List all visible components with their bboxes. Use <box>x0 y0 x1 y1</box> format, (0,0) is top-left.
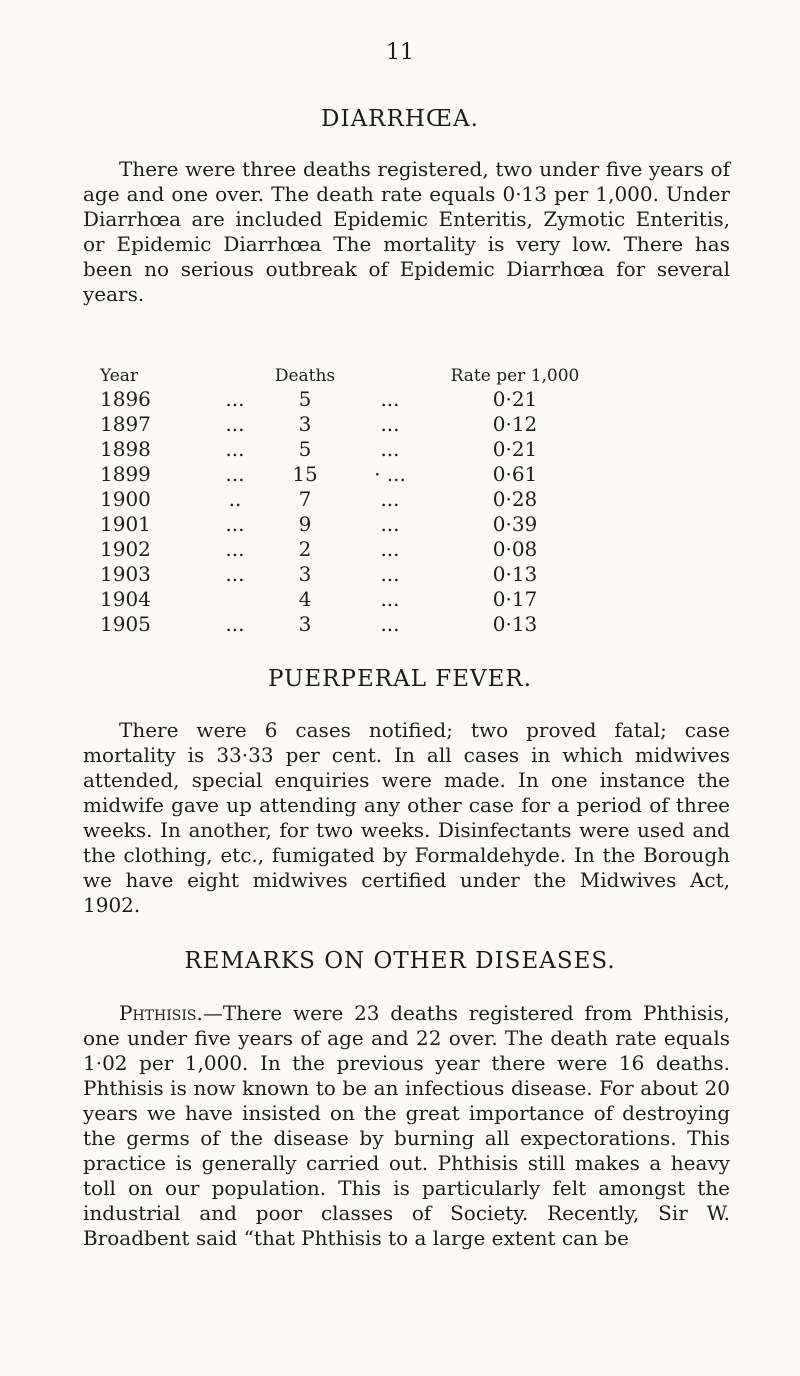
deaths-cell: 15 <box>292 461 318 486</box>
diarrhoea-table <box>100 364 600 636</box>
phthisis-text: —There were 23 deaths registered from Phthisis, one under five years of age and 22 over. The death rate equals 1·02 per 1,000. In the previous year there were 16 deaths. Phthisis is now known to be an infectious disease. For about 20 years we have insisted on the great importance of destroying the germs of the disease by burning all expectorations. This practice is generally carried out. Phthisis still makes a heavy toll on our population. This is particularly felt amongst the industrial and poor classes of Society. Recently, Sir W. Broadbent said “that Phthisis to a large extent can be <box>83 1001 730 1250</box>
table-row <box>100 486 600 511</box>
remarks-heading: REMARKS ON OTHER DISEASES. <box>184 948 616 974</box>
deaths-cell: 7 <box>298 486 312 511</box>
leader-dots: ... <box>380 436 400 461</box>
leader-dots: ... <box>225 561 245 586</box>
deaths-cell: 5 <box>298 386 312 411</box>
leader-dots: ... <box>380 611 400 636</box>
deaths-column-header: Deaths <box>274 366 336 386</box>
year-cell: 1905 <box>100 611 151 636</box>
year-cell: 1896 <box>100 386 151 411</box>
rate-cell: 0·08 <box>492 536 538 561</box>
leader-dots: ... <box>380 586 400 611</box>
puerperal-fever-paragraph: There were 6 cases notified; two proved fatal; case mortality is 33·33 per cent. In all cases in which midwives attended, special enquiries were made. In one instance the midwife gave up attending any other case for a period of three weeks. In another, for two weeks. Disinfectants were used and the clothing, etc., fumigated by Formaldehyde. In the Borough we have eight midwives certified under the Midwives Act, 1902. <box>83 718 730 917</box>
deaths-cell: 5 <box>298 436 312 461</box>
table-row <box>100 386 600 411</box>
deaths-cell: 4 <box>298 586 312 611</box>
leader-dots: ... <box>380 511 400 536</box>
rate-cell: 0·21 <box>492 436 538 461</box>
table-row <box>100 511 600 536</box>
page-number: 11 <box>386 40 414 65</box>
diarrhoea-paragraph: There were three deaths registered, two under five years of age and one over. The death rate equals 0·13 per 1,000. Under Diarrhœa are included Epidemic Enteritis, Zymotic Enteritis, or Epidemic Diarrhœa The mortality is very low. There has been no serious outbreak of Epidemic Diarrhœa for several years. <box>83 157 730 306</box>
leader-dots: ... <box>380 561 400 586</box>
puerperal-fever-heading: PUERPERAL FEVER. <box>267 666 533 692</box>
table-header-row <box>100 364 600 386</box>
year-cell: 1904 <box>100 586 151 611</box>
leader-dots: ... <box>225 411 245 436</box>
leader-dots: · ... <box>374 461 406 486</box>
phthisis-lead: Phthisis. <box>119 1001 203 1025</box>
leader-dots: ... <box>380 411 400 436</box>
table-row <box>100 411 600 436</box>
leader-dots: ... <box>225 386 245 411</box>
year-cell: 1903 <box>100 561 151 586</box>
leader-dots: ... <box>225 461 245 486</box>
rate-cell: 0·13 <box>492 611 538 636</box>
diarrhoea-heading: DIARRHŒA. <box>321 106 479 132</box>
deaths-cell: 9 <box>298 511 312 536</box>
deaths-cell: 2 <box>298 536 312 561</box>
deaths-cell: 3 <box>298 561 312 586</box>
rate-cell: 0·28 <box>492 486 538 511</box>
table-row <box>100 586 600 611</box>
rate-cell: 0·13 <box>492 561 538 586</box>
table-row <box>100 536 600 561</box>
table-row <box>100 461 600 486</box>
year-cell: 1902 <box>100 536 151 561</box>
table-row <box>100 436 600 461</box>
rate-cell: 0·17 <box>492 586 538 611</box>
rate-column-header: Rate per 1,000 <box>450 366 580 386</box>
leader-dots: ... <box>380 386 400 411</box>
leader-dots: ... <box>225 611 245 636</box>
leader-dots: ... <box>380 486 400 511</box>
rate-cell: 0·39 <box>492 511 538 536</box>
rate-cell: 0·21 <box>492 386 538 411</box>
leader-dots: .. <box>228 486 242 511</box>
phthisis-paragraph <box>83 1001 730 1251</box>
deaths-cell: 3 <box>298 611 312 636</box>
year-column-header: Year <box>100 366 139 386</box>
rate-cell: 0·61 <box>492 461 538 486</box>
leader-dots: ... <box>225 511 245 536</box>
leader-dots <box>210 586 260 611</box>
leader-dots: ... <box>225 436 245 461</box>
table-row <box>100 561 600 586</box>
leader-dots: ... <box>380 536 400 561</box>
leader-dots: ... <box>225 536 245 561</box>
table-row <box>100 611 600 636</box>
year-cell: 1897 <box>100 411 151 436</box>
rate-cell: 0·12 <box>492 411 538 436</box>
year-cell: 1899 <box>100 461 151 486</box>
year-cell: 1901 <box>100 511 151 536</box>
year-cell: 1900 <box>100 486 151 511</box>
deaths-cell: 3 <box>298 411 312 436</box>
year-cell: 1898 <box>100 436 151 461</box>
